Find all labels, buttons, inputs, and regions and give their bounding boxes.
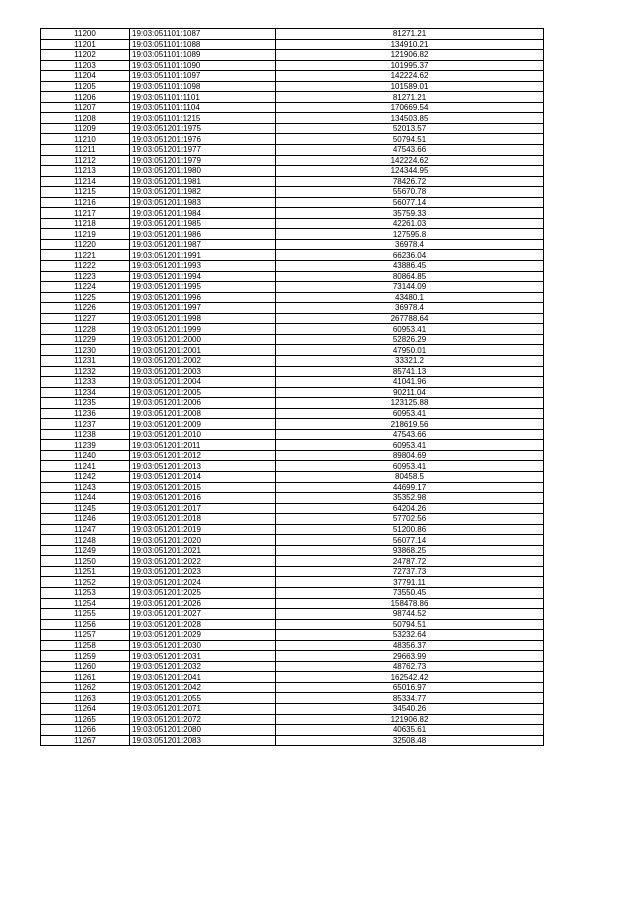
cadastral-number-cell: 19:03:051201:2025 bbox=[130, 587, 276, 598]
cadastral-value-cell: 101589.01 bbox=[276, 81, 544, 92]
row-number-cell: 11255 bbox=[41, 609, 130, 620]
cadastral-number-cell: 19:03:051201:2041 bbox=[130, 672, 276, 683]
cadastral-number-cell: 19:03:051201:2013 bbox=[130, 461, 276, 472]
row-number-cell: 11238 bbox=[41, 429, 130, 440]
cadastral-number-cell: 19:03:051101:1101 bbox=[130, 92, 276, 103]
row-number-cell: 11228 bbox=[41, 324, 130, 335]
table-row bbox=[41, 587, 544, 598]
row-number-cell: 11250 bbox=[41, 556, 130, 567]
table-row bbox=[41, 345, 544, 356]
table-row bbox=[41, 440, 544, 451]
cadastral-value-cell: 37791.11 bbox=[276, 577, 544, 588]
cadastral-number-cell: 19:03:051201:2017 bbox=[130, 503, 276, 514]
table-row bbox=[41, 145, 544, 156]
table-row bbox=[41, 704, 544, 715]
row-number-cell: 11258 bbox=[41, 640, 130, 651]
cadastral-value-cell: 52826.29 bbox=[276, 334, 544, 345]
cadastral-value-cell: 89804.69 bbox=[276, 450, 544, 461]
cadastral-number-cell: 19:03:051201:2015 bbox=[130, 482, 276, 493]
table-row bbox=[41, 81, 544, 92]
cadastral-value-cell: 73144.09 bbox=[276, 282, 544, 293]
table-row bbox=[41, 355, 544, 366]
cadastral-value-cell: 158478.86 bbox=[276, 598, 544, 609]
cadastral-number-cell: 19:03:051201:1986 bbox=[130, 229, 276, 240]
cadastral-value-cell: 43886.45 bbox=[276, 261, 544, 272]
table-row bbox=[41, 493, 544, 504]
cadastral-value-cell: 47950.01 bbox=[276, 345, 544, 356]
row-number-cell: 11212 bbox=[41, 155, 130, 166]
cadastral-value-cell: 124344.95 bbox=[276, 166, 544, 177]
row-number-cell: 11222 bbox=[41, 261, 130, 272]
cadastral-number-cell: 19:03:051201:2020 bbox=[130, 535, 276, 546]
cadastral-value-cell: 66236.04 bbox=[276, 250, 544, 261]
table-row bbox=[41, 334, 544, 345]
row-number-cell: 11207 bbox=[41, 102, 130, 113]
cadastral-number-cell: 19:03:051201:2005 bbox=[130, 387, 276, 398]
row-number-cell: 11254 bbox=[41, 598, 130, 609]
row-number-cell: 11261 bbox=[41, 672, 130, 683]
document-page bbox=[40, 28, 543, 746]
cadastral-value-cell: 81271.21 bbox=[276, 29, 544, 40]
table-row bbox=[41, 187, 544, 198]
row-number-cell: 11210 bbox=[41, 134, 130, 145]
row-number-cell: 11220 bbox=[41, 239, 130, 250]
cadastral-number-cell: 19:03:051201:1984 bbox=[130, 208, 276, 219]
cadastral-number-cell: 19:03:051201:2003 bbox=[130, 366, 276, 377]
row-number-cell: 11223 bbox=[41, 271, 130, 282]
cadastral-number-cell: 19:03:051201:2031 bbox=[130, 651, 276, 662]
table-row bbox=[41, 239, 544, 250]
row-number-cell: 11244 bbox=[41, 493, 130, 504]
cadastral-value-cell: 41041.96 bbox=[276, 377, 544, 388]
cadastral-value-cell: 134503.85 bbox=[276, 113, 544, 124]
table-row bbox=[41, 92, 544, 103]
cadastral-value-cell: 42261.03 bbox=[276, 218, 544, 229]
table-row bbox=[41, 292, 544, 303]
table-row bbox=[41, 693, 544, 704]
row-number-cell: 11256 bbox=[41, 619, 130, 630]
cadastral-value-cell: 47543.66 bbox=[276, 145, 544, 156]
row-number-cell: 11215 bbox=[41, 187, 130, 198]
cadastral-number-cell: 19:03:051201:1999 bbox=[130, 324, 276, 335]
cadastral-number-cell: 19:03:051101:1104 bbox=[130, 102, 276, 113]
cadastral-value-cell: 123125.88 bbox=[276, 398, 544, 409]
cadastral-value-cell: 64204.26 bbox=[276, 503, 544, 514]
table-row bbox=[41, 661, 544, 672]
cadastral-number-cell: 19:03:051201:2022 bbox=[130, 556, 276, 567]
cadastral-number-cell: 19:03:051201:1985 bbox=[130, 218, 276, 229]
row-number-cell: 11259 bbox=[41, 651, 130, 662]
cadastral-value-cell: 80864.85 bbox=[276, 271, 544, 282]
table-row bbox=[41, 577, 544, 588]
row-number-cell: 11217 bbox=[41, 208, 130, 219]
table-row bbox=[41, 377, 544, 388]
table-row bbox=[41, 514, 544, 525]
table-row bbox=[41, 282, 544, 293]
cadastral-value-cell: 93868.25 bbox=[276, 545, 544, 556]
row-number-cell: 11263 bbox=[41, 693, 130, 704]
cadastral-number-cell: 19:03:051101:1089 bbox=[130, 50, 276, 61]
cadastral-number-cell: 19:03:051201:1983 bbox=[130, 197, 276, 208]
cadastral-value-cell: 50794.51 bbox=[276, 619, 544, 630]
table-row bbox=[41, 735, 544, 746]
cadastral-value-cell: 98744.52 bbox=[276, 609, 544, 620]
row-number-cell: 11224 bbox=[41, 282, 130, 293]
row-number-cell: 11242 bbox=[41, 471, 130, 482]
row-number-cell: 11208 bbox=[41, 113, 130, 124]
table-row bbox=[41, 672, 544, 683]
cadastral-value-cell: 36978.4 bbox=[276, 239, 544, 250]
row-number-cell: 11237 bbox=[41, 419, 130, 430]
cadastral-value-cell: 81271.21 bbox=[276, 92, 544, 103]
row-number-cell: 11264 bbox=[41, 704, 130, 715]
cadastral-number-cell: 19:03:051201:1975 bbox=[130, 123, 276, 134]
cadastral-number-cell: 19:03:051201:2026 bbox=[130, 598, 276, 609]
cadastral-value-cell: 90211.04 bbox=[276, 387, 544, 398]
row-number-cell: 11236 bbox=[41, 408, 130, 419]
cadastral-value-cell: 142224.62 bbox=[276, 155, 544, 166]
table-row bbox=[41, 134, 544, 145]
table-row bbox=[41, 503, 544, 514]
row-number-cell: 11232 bbox=[41, 366, 130, 377]
cadastral-number-cell: 19:03:051201:2018 bbox=[130, 514, 276, 525]
cadastral-number-cell: 19:03:051201:2030 bbox=[130, 640, 276, 651]
cadastral-number-cell: 19:03:051201:2080 bbox=[130, 725, 276, 736]
cadastral-value-cell: 48762.73 bbox=[276, 661, 544, 672]
table-row bbox=[41, 60, 544, 71]
row-number-cell: 11243 bbox=[41, 482, 130, 493]
table-row bbox=[41, 556, 544, 567]
table-row bbox=[41, 313, 544, 324]
cadastral-value-cell: 53232.64 bbox=[276, 630, 544, 641]
cadastral-number-cell: 19:03:051201:2083 bbox=[130, 735, 276, 746]
row-number-cell: 11249 bbox=[41, 545, 130, 556]
table-row bbox=[41, 471, 544, 482]
cadastral-number-cell: 19:03:051201:2009 bbox=[130, 419, 276, 430]
cadastral-value-cell: 78426.72 bbox=[276, 176, 544, 187]
table-row bbox=[41, 271, 544, 282]
table-row bbox=[41, 229, 544, 240]
cadastral-value-cell: 57702.56 bbox=[276, 514, 544, 525]
table-row bbox=[41, 123, 544, 134]
table-row bbox=[41, 197, 544, 208]
row-number-cell: 11248 bbox=[41, 535, 130, 546]
table-row bbox=[41, 398, 544, 409]
cadastral-number-cell: 19:03:051201:1995 bbox=[130, 282, 276, 293]
table-row bbox=[41, 524, 544, 535]
cadastral-value-table bbox=[40, 28, 544, 746]
cadastral-value-cell: 162542.42 bbox=[276, 672, 544, 683]
cadastral-number-cell: 19:03:051101:1098 bbox=[130, 81, 276, 92]
cadastral-number-cell: 19:03:051201:2029 bbox=[130, 630, 276, 641]
cadastral-value-cell: 73550.45 bbox=[276, 587, 544, 598]
table-row bbox=[41, 429, 544, 440]
cadastral-value-cell: 29663.99 bbox=[276, 651, 544, 662]
cadastral-value-cell: 48356.37 bbox=[276, 640, 544, 651]
table-row bbox=[41, 250, 544, 261]
cadastral-value-cell: 56077.14 bbox=[276, 535, 544, 546]
table-row bbox=[41, 208, 544, 219]
row-number-cell: 11204 bbox=[41, 71, 130, 82]
cadastral-number-cell: 19:03:051201:2016 bbox=[130, 493, 276, 504]
table-row bbox=[41, 113, 544, 124]
cadastral-number-cell: 19:03:051201:2011 bbox=[130, 440, 276, 451]
cadastral-number-cell: 19:03:051201:2027 bbox=[130, 609, 276, 620]
cadastral-value-cell: 80458.5 bbox=[276, 471, 544, 482]
cadastral-number-cell: 19:03:051201:1997 bbox=[130, 303, 276, 314]
row-number-cell: 11247 bbox=[41, 524, 130, 535]
table-row bbox=[41, 102, 544, 113]
table-row bbox=[41, 29, 544, 40]
table-row bbox=[41, 419, 544, 430]
table-row bbox=[41, 176, 544, 187]
cadastral-value-cell: 127595.8 bbox=[276, 229, 544, 240]
row-number-cell: 11216 bbox=[41, 197, 130, 208]
cadastral-value-cell: 51200.86 bbox=[276, 524, 544, 535]
table-row bbox=[41, 303, 544, 314]
cadastral-number-cell: 19:03:051201:2006 bbox=[130, 398, 276, 409]
cadastral-number-cell: 19:03:051201:1982 bbox=[130, 187, 276, 198]
table-row bbox=[41, 598, 544, 609]
cadastral-number-cell: 19:03:051201:1987 bbox=[130, 239, 276, 250]
table-row bbox=[41, 366, 544, 377]
cadastral-value-cell: 85334.77 bbox=[276, 693, 544, 704]
cadastral-number-cell: 19:03:051201:2028 bbox=[130, 619, 276, 630]
row-number-cell: 11218 bbox=[41, 218, 130, 229]
cadastral-number-cell: 19:03:051201:2000 bbox=[130, 334, 276, 345]
table-row bbox=[41, 50, 544, 61]
table-row bbox=[41, 461, 544, 472]
row-number-cell: 11241 bbox=[41, 461, 130, 472]
table-row bbox=[41, 166, 544, 177]
row-number-cell: 11209 bbox=[41, 123, 130, 134]
cadastral-value-cell: 44699.17 bbox=[276, 482, 544, 493]
row-number-cell: 11231 bbox=[41, 355, 130, 366]
row-number-cell: 11233 bbox=[41, 377, 130, 388]
cadastral-number-cell: 19:03:051201:2019 bbox=[130, 524, 276, 535]
cadastral-value-cell: 134910.21 bbox=[276, 39, 544, 50]
table-row bbox=[41, 450, 544, 461]
row-number-cell: 11246 bbox=[41, 514, 130, 525]
row-number-cell: 11265 bbox=[41, 714, 130, 725]
cadastral-value-cell: 33321.2 bbox=[276, 355, 544, 366]
row-number-cell: 11267 bbox=[41, 735, 130, 746]
table-row bbox=[41, 714, 544, 725]
cadastral-number-cell: 19:03:051201:2024 bbox=[130, 577, 276, 588]
cadastral-number-cell: 19:03:051101:1215 bbox=[130, 113, 276, 124]
cadastral-number-cell: 19:03:051201:2008 bbox=[130, 408, 276, 419]
row-number-cell: 11234 bbox=[41, 387, 130, 398]
row-number-cell: 11221 bbox=[41, 250, 130, 261]
cadastral-value-cell: 52013.57 bbox=[276, 123, 544, 134]
cadastral-number-cell: 19:03:051201:1976 bbox=[130, 134, 276, 145]
cadastral-value-cell: 60953.41 bbox=[276, 440, 544, 451]
cadastral-number-cell: 19:03:051201:2002 bbox=[130, 355, 276, 366]
table-row bbox=[41, 619, 544, 630]
cadastral-value-cell: 55670.78 bbox=[276, 187, 544, 198]
row-number-cell: 11240 bbox=[41, 450, 130, 461]
row-number-cell: 11251 bbox=[41, 566, 130, 577]
cadastral-value-cell: 60953.41 bbox=[276, 324, 544, 335]
cadastral-value-cell: 218619.56 bbox=[276, 419, 544, 430]
cadastral-number-cell: 19:03:051201:2023 bbox=[130, 566, 276, 577]
table-row bbox=[41, 39, 544, 50]
cadastral-value-cell: 36978.4 bbox=[276, 303, 544, 314]
cadastral-value-cell: 65016.97 bbox=[276, 682, 544, 693]
cadastral-value-cell: 170669.54 bbox=[276, 102, 544, 113]
row-number-cell: 11202 bbox=[41, 50, 130, 61]
cadastral-value-cell: 56077.14 bbox=[276, 197, 544, 208]
cadastral-number-cell: 19:03:051201:2071 bbox=[130, 704, 276, 715]
cadastral-value-cell: 101995.37 bbox=[276, 60, 544, 71]
row-number-cell: 11225 bbox=[41, 292, 130, 303]
table-row bbox=[41, 545, 544, 556]
cadastral-number-cell: 19:03:051201:2001 bbox=[130, 345, 276, 356]
row-number-cell: 11213 bbox=[41, 166, 130, 177]
row-number-cell: 11245 bbox=[41, 503, 130, 514]
cadastral-number-cell: 19:03:051201:2055 bbox=[130, 693, 276, 704]
row-number-cell: 11219 bbox=[41, 229, 130, 240]
table-row bbox=[41, 387, 544, 398]
table-row bbox=[41, 640, 544, 651]
row-number-cell: 11227 bbox=[41, 313, 130, 324]
row-number-cell: 11260 bbox=[41, 661, 130, 672]
cadastral-number-cell: 19:03:051201:1996 bbox=[130, 292, 276, 303]
cadastral-number-cell: 19:03:051201:1994 bbox=[130, 271, 276, 282]
table-row bbox=[41, 566, 544, 577]
table-row bbox=[41, 535, 544, 546]
row-number-cell: 11205 bbox=[41, 81, 130, 92]
cadastral-number-cell: 19:03:051201:2072 bbox=[130, 714, 276, 725]
cadastral-value-cell: 121906.82 bbox=[276, 714, 544, 725]
table-row bbox=[41, 725, 544, 736]
table-body bbox=[41, 29, 544, 746]
row-number-cell: 11203 bbox=[41, 60, 130, 71]
cadastral-number-cell: 19:03:051201:2014 bbox=[130, 471, 276, 482]
cadastral-number-cell: 19:03:051201:1979 bbox=[130, 155, 276, 166]
row-number-cell: 11201 bbox=[41, 39, 130, 50]
cadastral-number-cell: 19:03:051201:1977 bbox=[130, 145, 276, 156]
cadastral-value-cell: 121906.82 bbox=[276, 50, 544, 61]
cadastral-value-cell: 43480.1 bbox=[276, 292, 544, 303]
table-row bbox=[41, 609, 544, 620]
table-row bbox=[41, 482, 544, 493]
row-number-cell: 11252 bbox=[41, 577, 130, 588]
cadastral-number-cell: 19:03:051201:1991 bbox=[130, 250, 276, 261]
cadastral-number-cell: 19:03:051201:1993 bbox=[130, 261, 276, 272]
cadastral-value-cell: 34540.26 bbox=[276, 704, 544, 715]
row-number-cell: 11239 bbox=[41, 440, 130, 451]
table-row bbox=[41, 682, 544, 693]
cadastral-number-cell: 19:03:051201:2012 bbox=[130, 450, 276, 461]
cadastral-number-cell: 19:03:051101:1087 bbox=[130, 29, 276, 40]
row-number-cell: 11230 bbox=[41, 345, 130, 356]
table-row bbox=[41, 155, 544, 166]
cadastral-number-cell: 19:03:051101:1088 bbox=[130, 39, 276, 50]
cadastral-number-cell: 19:03:051101:1090 bbox=[130, 60, 276, 71]
row-number-cell: 11211 bbox=[41, 145, 130, 156]
cadastral-value-cell: 47543.66 bbox=[276, 429, 544, 440]
cadastral-value-cell: 142224.62 bbox=[276, 71, 544, 82]
cadastral-value-cell: 32508.48 bbox=[276, 735, 544, 746]
table-row bbox=[41, 324, 544, 335]
cadastral-number-cell: 19:03:051201:1998 bbox=[130, 313, 276, 324]
row-number-cell: 11214 bbox=[41, 176, 130, 187]
cadastral-number-cell: 19:03:051201:2010 bbox=[130, 429, 276, 440]
cadastral-number-cell: 19:03:051201:2032 bbox=[130, 661, 276, 672]
cadastral-value-cell: 267788.64 bbox=[276, 313, 544, 324]
cadastral-value-cell: 60953.41 bbox=[276, 461, 544, 472]
row-number-cell: 11253 bbox=[41, 587, 130, 598]
cadastral-number-cell: 19:03:051201:2042 bbox=[130, 682, 276, 693]
row-number-cell: 11235 bbox=[41, 398, 130, 409]
table-row bbox=[41, 218, 544, 229]
cadastral-number-cell: 19:03:051201:2004 bbox=[130, 377, 276, 388]
cadastral-value-cell: 40635.61 bbox=[276, 725, 544, 736]
cadastral-number-cell: 19:03:051201:2021 bbox=[130, 545, 276, 556]
row-number-cell: 11200 bbox=[41, 29, 130, 40]
cadastral-value-cell: 35352.98 bbox=[276, 493, 544, 504]
row-number-cell: 11262 bbox=[41, 682, 130, 693]
cadastral-value-cell: 24787.72 bbox=[276, 556, 544, 567]
row-number-cell: 11206 bbox=[41, 92, 130, 103]
row-number-cell: 11257 bbox=[41, 630, 130, 641]
table-row bbox=[41, 630, 544, 641]
row-number-cell: 11266 bbox=[41, 725, 130, 736]
cadastral-value-cell: 35759.33 bbox=[276, 208, 544, 219]
table-row bbox=[41, 71, 544, 82]
cadastral-value-cell: 85741.13 bbox=[276, 366, 544, 377]
cadastral-number-cell: 19:03:051201:1981 bbox=[130, 176, 276, 187]
table-row bbox=[41, 651, 544, 662]
cadastral-number-cell: 19:03:051201:1980 bbox=[130, 166, 276, 177]
row-number-cell: 11226 bbox=[41, 303, 130, 314]
row-number-cell: 11229 bbox=[41, 334, 130, 345]
cadastral-number-cell: 19:03:051101:1097 bbox=[130, 71, 276, 82]
cadastral-value-cell: 50794.51 bbox=[276, 134, 544, 145]
cadastral-value-cell: 72737.73 bbox=[276, 566, 544, 577]
cadastral-value-cell: 60953.41 bbox=[276, 408, 544, 419]
table-row bbox=[41, 408, 544, 419]
table-row bbox=[41, 261, 544, 272]
